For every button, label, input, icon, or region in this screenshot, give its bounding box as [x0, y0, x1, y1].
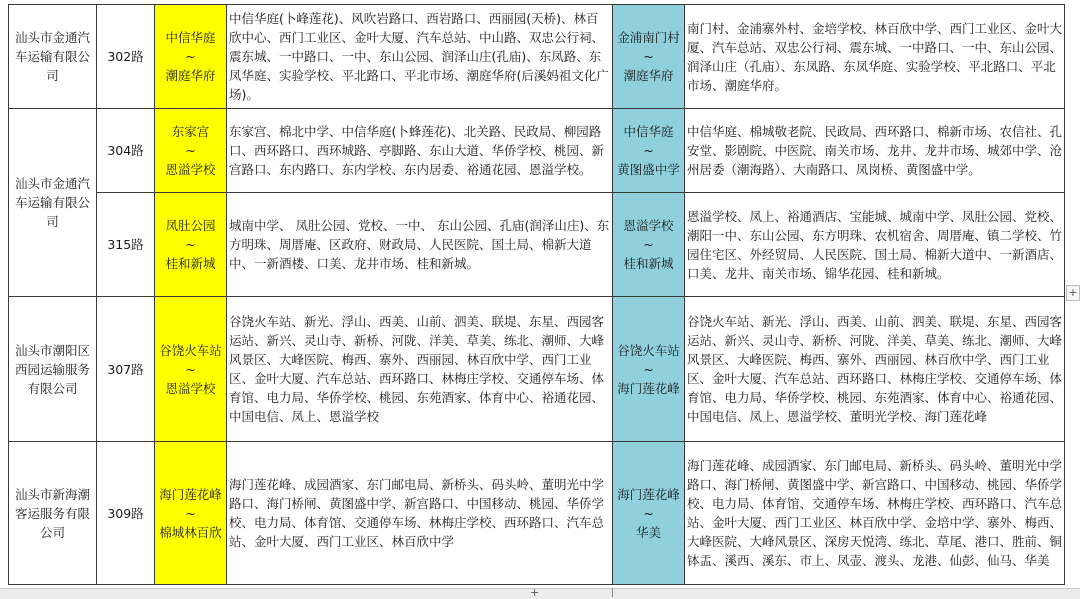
terminal-end: 华美 — [635, 524, 661, 540]
route-number-cell[interactable]: 309路 — [97, 442, 155, 585]
stops-b-cell[interactable]: 南门村、金浦寨外村、金培学校、林百欣中学、西门工业区、金叶大厦、汽车总站、双忠公行祠、震东城、一中路口、一中、东山公园、润泽山庄（孔庙）、东凤路、东凤华庭、实验学校、平北路口、平北市场、潮庭华府。 — [685, 5, 1065, 109]
terminal-a-cell[interactable] — [155, 297, 227, 442]
terminal-start: 谷饶火车站 — [617, 342, 680, 358]
company-cell[interactable]: 汕头市金通汽车运输有限公司 — [9, 109, 97, 297]
stops-a-cell[interactable]: 谷饶火车站、新光、浮山、西美、山前、泗美、联堤、东星、西园客运站、新兴、灵山寺、新桥、河陇、洋美、草美、练北、潮师、大峰风景区、大峰医院、梅西、寨外、西丽园、林百欣中学、西门工业区、金叶大厦、汽车总站、西环路口、林梅庄学校、交通停车场、体育馆、电力局、华侨学校、桃园、东苑酒家、体育中心、裕通花园、中国电信、凤上、恩溢学校 — [227, 297, 613, 442]
terminal-separator: ~ — [185, 505, 196, 521]
add-row-plus-icon[interactable]: + — [530, 586, 540, 599]
terminal-start: 中信华庭 — [165, 30, 216, 45]
terminal-a-cell[interactable] — [155, 109, 227, 193]
terminal-start: 中信华庭 — [623, 124, 674, 139]
terminal-b-cell[interactable] — [613, 297, 685, 442]
terminal-start: 东家宫 — [171, 124, 210, 139]
company-cell[interactable]: 汕头市新海潮客运服务有限公司 — [9, 442, 97, 585]
stops-a-cell[interactable]: 中信华庭(卜峰莲花)、风吹岩路口、西岩路口、西丽园(天桥)、林百欣中心、西门工业区、金叶大厦、汽车总站、中山路、双忠公行祠、震东城、一中路口、一中、东山公园、润泽山庄(孔庙)、东凤路、东凤华庭、实验学校、平北路口、平北市场、潮庭华府(后溪妈祖文化广场)。 — [227, 5, 613, 109]
route-number-cell[interactable]: 304路 — [97, 109, 155, 193]
route-number-cell[interactable]: 302路 — [97, 5, 155, 109]
terminal-separator: ~ — [643, 49, 654, 64]
bus-route-table — [8, 4, 1065, 585]
table-row — [9, 5, 1065, 109]
terminal-separator: ~ — [185, 361, 196, 377]
stops-b-cell[interactable]: 恩溢学校、凤上、裕通酒店、宝能城、城南中学、凤肚公园、党校、潮阳一中、东山公园、东方明珠、农机宿舍、周厝庵、镇二学校、竹园住宅区、外经贸局、人民医院、国土局、棉新大道中、一新酒店、口美、龙井、南关市场、锦华花园、桂和新城。 — [685, 193, 1065, 297]
terminal-separator: ~ — [643, 361, 654, 377]
terminal-b-cell[interactable] — [613, 442, 685, 585]
terminal-end: 桂和新城 — [623, 256, 674, 271]
table-row — [9, 193, 1065, 297]
terminal-separator: ~ — [185, 143, 196, 158]
terminal-start: 恩溢学校 — [623, 218, 674, 233]
terminal-b-cell[interactable] — [613, 5, 685, 109]
stops-b-cell[interactable]: 中信华庭、棉城敬老院、民政局、西环路口、棉新市场、农信社、孔安堂、影剧院、中医院、南关市场、龙井、龙井市场、城郊中学、沧州居委（潮海路）、大南路口、凤岗桥、黄图盛中学。 — [685, 109, 1065, 193]
company-cell[interactable]: 汕头市潮阳区西园运输服务有限公司 — [9, 297, 97, 442]
stops-a-cell[interactable]: 东家宫、棉北中学、中信华庭(卜蜂莲花)、北关路、民政局、柳园路口、西环路口、西环城路、亭脚路、东山大道、华侨学校、桃园、新宫路口、东内路口、东内学校、东内居委、裕通花园、恩溢学校。 — [227, 109, 613, 193]
stops-b-cell[interactable]: 谷饶火车站、新光、浮山、西美、山前、泗美、联堤、东星、西园客运站、新兴、灵山寺、新桥、河陇、洋美、草美、练北、潮师、大峰风景区、大峰医院、梅西、寨外、西丽园、林百欣中学、西门工业区、金叶大厦、汽车总站、西环路口、林梅庄学校、交通停车场、体育馆、电力局、华侨学校、桃园、东苑酒家、体育中心、裕通花园、中国电信、凤上、恩溢学校、董明光学校、海门莲花峰 — [685, 297, 1065, 442]
terminal-separator: ~ — [185, 49, 196, 64]
terminal-end: 黄图盛中学 — [617, 162, 680, 177]
terminal-end: 潮庭华府 — [623, 68, 674, 83]
table-row — [9, 442, 1065, 585]
expand-column-plus-icon[interactable]: + — [1066, 285, 1080, 301]
route-number-cell[interactable]: 307路 — [97, 297, 155, 442]
terminal-end: 恩溢学校 — [165, 162, 216, 177]
table-row — [9, 297, 1065, 442]
terminal-start: 海门莲花峰 — [159, 486, 222, 502]
terminal-start: 谷饶火车站 — [159, 342, 222, 358]
terminal-start: 海门莲花峰 — [617, 486, 680, 502]
sheet-bottom-bar — [0, 588, 1080, 599]
terminal-end: 棉城林百欣 — [159, 524, 222, 540]
terminal-start: 金浦南门村 — [617, 30, 680, 45]
table-row — [9, 109, 1065, 193]
terminal-separator: ~ — [185, 237, 196, 252]
terminal-b-cell[interactable] — [613, 193, 685, 297]
stops-a-cell[interactable]: 城南中学、 凤肚公园、党校、一中、 东山公园、孔庙(润泽山庄)、东方明珠、周厝庵、区政府、财政局、人民医院、国土局、棉新大道中、一新酒楼、口美、龙井市场、桂和新城。 — [227, 193, 613, 297]
terminal-separator: ~ — [643, 505, 654, 521]
stops-b-cell[interactable]: 海门莲花峰、成园酒家、东门邮电局、新桥头、码头岭、董明光中学路口、海门桥闸、黄图盛中学、新宫路口、中国移动、桃园、华侨学校、电力局、体育馆、交通停车场、林梅庄学校、西环路口、汽车总站、金叶大厦、西门工业区、林百欣中学、金培中学、寨外、梅西、大峰医院、大峰风景区、深房天悦湾、练北、草尾、港口、胜前、铜钵盂、溪西、溪东、市上、凤壶、渡头、龙港、仙彭、仙马、华美 — [685, 442, 1065, 585]
route-number-cell[interactable]: 315路 — [97, 193, 155, 297]
terminal-start: 凤肚公园 — [165, 218, 216, 233]
company-cell[interactable]: 汕头市金通汽车运输有限公司 — [9, 5, 97, 109]
scroll-handle[interactable] — [612, 588, 619, 597]
terminal-a-cell[interactable] — [155, 5, 227, 109]
terminal-a-cell[interactable] — [155, 442, 227, 585]
terminal-separator: ~ — [643, 237, 654, 252]
terminal-end: 桂和新城 — [165, 256, 216, 271]
terminal-end: 潮庭华府 — [165, 68, 216, 83]
stops-a-cell[interactable]: 海门莲花峰、成园酒家、东门邮电局、新桥头、码头岭、董明光中学路口、海门桥闸、黄图盛中学、新宫路口、中国移动、桃园、华侨学校、电力局、体育馆、交通停车场、林梅庄学校、西环路口、汽车总站、金叶大厦、西门工业区、林百欣中学 — [227, 442, 613, 585]
terminal-a-cell[interactable] — [155, 193, 227, 297]
terminal-end: 恩溢学校 — [165, 380, 216, 396]
terminal-b-cell[interactable] — [613, 109, 685, 193]
terminal-end: 海门莲花峰 — [617, 380, 680, 396]
terminal-separator: ~ — [643, 143, 654, 158]
